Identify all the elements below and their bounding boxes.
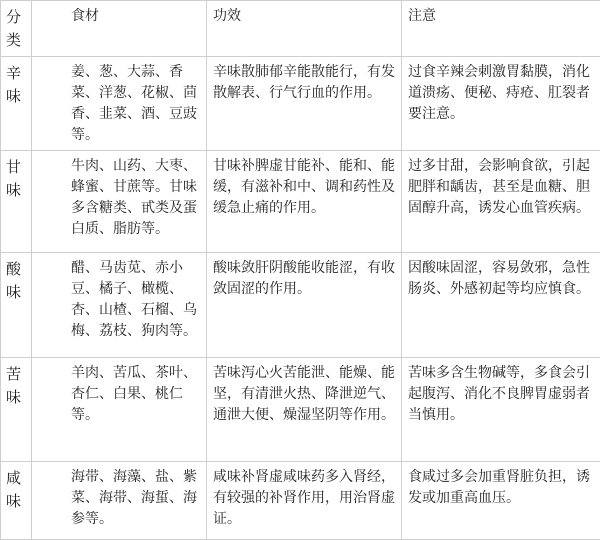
table-row: [1, 151, 600, 253]
header-effects: 功效: [207, 1, 402, 57]
foods-cell: 醋、马齿苋、赤小豆、橘子、橄榄、杏、山楂、石榴、乌梅、荔枝、狗肉等。: [32, 253, 207, 358]
cautions-cell: 食咸过多会加重肾脏负担，诱发或加重高血压。: [402, 462, 600, 540]
flavor-cell: 甘味: [1, 151, 32, 253]
foods-cell: 牛肉、山药、大枣、蜂蜜、甘蔗等。甘味多含糖类、甙类及蛋白质、脂肪等。: [32, 151, 207, 253]
foods-cell: 羊肉、苦瓜、茶叶、杏仁、白果、桃仁等。: [32, 358, 207, 462]
effects-cell: 咸味补肾虚咸味药多入肾经，有较强的补肾作用，用治肾虚证。: [207, 462, 402, 540]
cautions-cell: 过多甘甜，会影响食欲，引起肥胖和龋齿，甚至是血糖、胆固醇升高，诱发心血管疾病。: [402, 151, 600, 253]
effects-cell: 甘味补脾虚甘能补、能和、能缓，有滋补和中、调和药性及缓急止痛的作用。: [207, 151, 402, 253]
cautions-cell: 过食辛辣会刺激胃黏膜，消化道溃疡、便秘、痔疮、肛裂者要注意。: [402, 57, 600, 151]
foods-cell: 海带、海藻、盐、紫菜、海带、海蜇、海参等。: [32, 462, 207, 540]
flavor-cell: 辛味: [1, 57, 32, 151]
effects-cell: 辛味散肺郁辛能散能行，有发散解表、行气行血的作用。: [207, 57, 402, 151]
header-foods: 食材: [32, 1, 207, 57]
table-row: [1, 57, 600, 151]
table-row: [1, 462, 600, 540]
table-row: [1, 358, 600, 462]
effects-cell: 苦味泻心火苦能泄、能燥、能坚，有清泄火热、降泄逆气、通泄大便、燥湿坚阴等作用。: [207, 358, 402, 462]
cautions-cell: 苦味多含生物碱等，多食会引起腹泻、消化不良脾胃虚弱者当慎用。: [402, 358, 600, 462]
foods-cell: 姜、葱、大蒜、香菜、洋葱、花椒、茴香、韭菜、酒、豆豉等。: [32, 57, 207, 151]
header-cautions: 注意: [402, 1, 600, 57]
effects-cell: 酸味敛肝阴酸能收能涩，有收敛固涩的作用。: [207, 253, 402, 358]
cautions-cell: 因酸味固涩，容易敛邪，急性肠炎、外感初起等均应慎食。: [402, 253, 600, 358]
flavor-cell: 咸味: [1, 462, 32, 540]
table-row: [1, 253, 600, 358]
flavor-cell: 苦味: [1, 358, 32, 462]
header-flavor: 分类: [1, 1, 32, 57]
table-header-row: [1, 1, 600, 57]
flavor-cell: 酸味: [1, 253, 32, 358]
